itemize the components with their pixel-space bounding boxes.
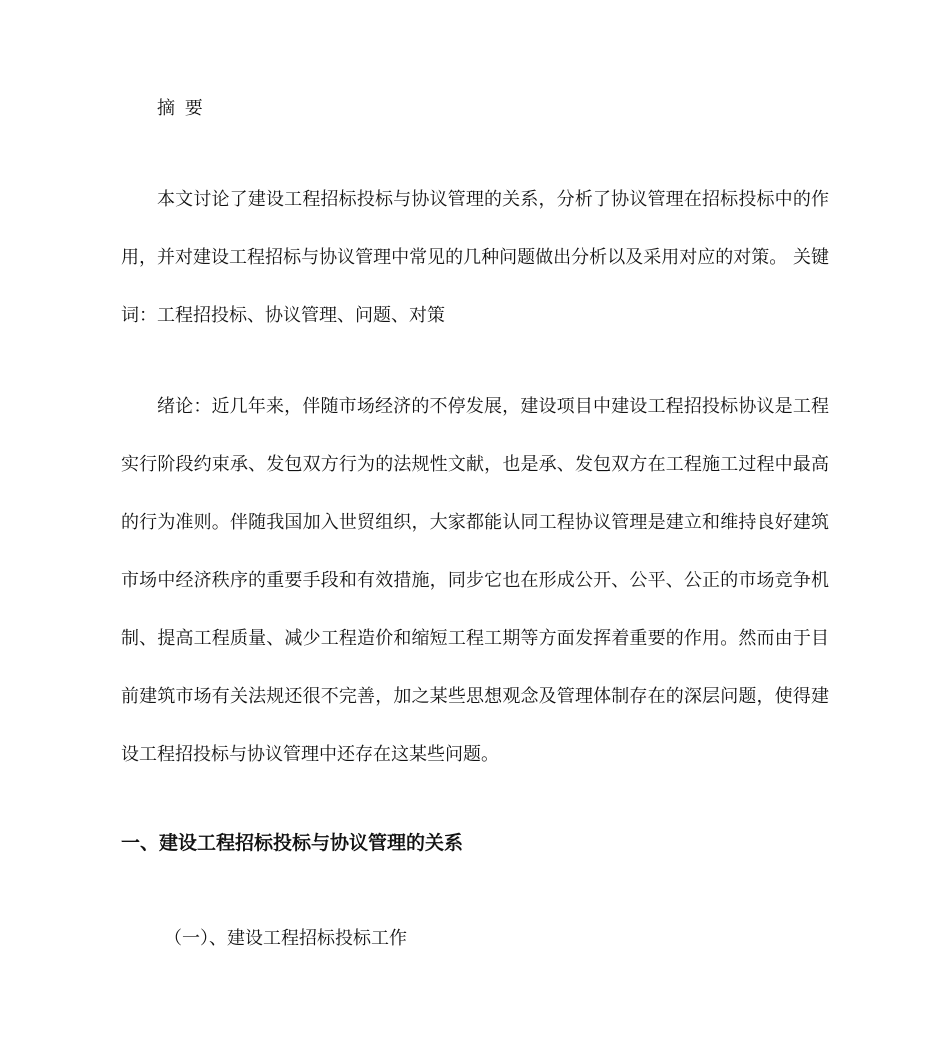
section-heading: 一、建设工程招标投标与协议管理的关系 [121, 832, 464, 854]
subsection-heading: （一）、建设工程招标投标工作 [164, 928, 407, 949]
introduction-paragraph: 绪论：近几年来，伴随市场经济的不停发展，建设项目中建设工程招投标协议是工程实行阶段约束承、发包双方行为的法规性文献，也是承、发包双方在工程施工过程中最高的行为准则。伴随我国加入世贸组织，大家都能认同工程协议管理是建立和维持良好建筑市场中经济秩序的重要手段和有效措施，同步它也在形成公开、公平、公正的市场竞争机制、提高工程质量、减少工程造价和缩短工程工期等方面发挥着重要的作用。然而由于目前建筑市场有关法规还很不完善，加之某些思想观念及管理体制存在的深层问题，使得建设工程招投标与协议管理中还存在这某些问题。 [121, 396, 829, 765]
abstract-paragraph: 本文讨论了建设工程招标投标与协议管理的关系，分析了协议管理在招标投标中的作用，并对建设工程招标与协议管理中常见的几种问题做出分析以及采用对应的对策。 关键词：工程招投标、协议管理、问题、对策 [121, 189, 829, 326]
abstract-heading: 摘 要 [157, 98, 205, 119]
